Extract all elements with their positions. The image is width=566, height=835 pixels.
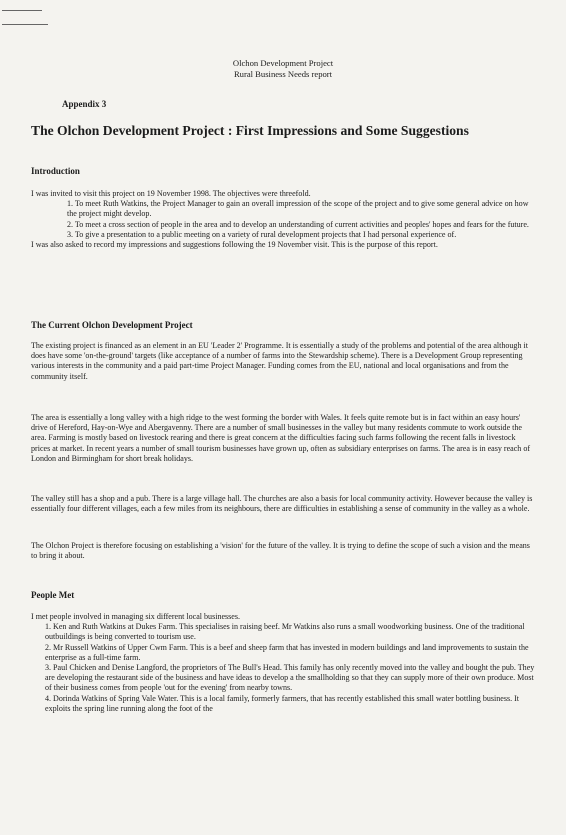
people-item-4: 4. Dorinda Watkins of Spring Vale Water. This is a local family, formerly farmers, that has recently established this small water bottling business. It exploits the spring line running along the foot of the [45, 693, 520, 713]
report-subtitle: Rural Business Needs report [233, 69, 333, 79]
people-intro: I met people involved in managing six different local businesses. [31, 612, 241, 621]
report-project-name: Olchon Development Project [232, 58, 334, 68]
people-met-heading: People Met [31, 590, 75, 600]
intro-paragraph: I was invited to visit this project on 19 November 1998. The objectives were threefold. [31, 189, 311, 198]
intro-objective-2: 2. To meet a cross section of people in the area and to develop an understanding of current activities and peoples' hopes and fears for the future. [67, 219, 529, 229]
people-met-body [31, 612, 536, 714]
scan-mark-second [2, 24, 48, 25]
introduction-heading: Introduction [31, 166, 80, 176]
current-project-p1: The existing project is financed as an element in an EU 'Leader 2' Programme. It is essentially a study of the problems and potential of the area although it does have some 'on-the-ground' targets (like acceptance of a number of farms into the Stewardship scheme). There is a Development Group representing various interests in the community and a paid part-time Project Manager. Funding comes from the EU, national and local organisations and from the community itself. [31, 341, 528, 381]
intro-closing: I was also asked to record my impressions and suggestions following the 19 November visit. This is the purpose of this report. [31, 240, 438, 250]
document-title: The Olchon Development Project : First Impressions and Some Suggestions [31, 123, 469, 138]
people-item-2: 2. Mr Russell Watkins of Upper Cwm Farm. This is a beef and sheep farm that has invested in modern buildings and land improvements to sustain the enterprise as a full-time farm. [45, 642, 529, 662]
current-project-p2: The area is essentially a long valley with a high ridge to the west forming the border with Wales. It feels quite remote but is in fact within an easy hours' drive of Hereford, Hay-on-Wye and Abergavenny. There are a number of small businesses in the valley but many residents commute to work outside the area. Farming is mostly based on livestock rearing and there is great concern at the difficulties facing such farms following the recent falls in livestock prices at market. In recent years a number of small tourism businesses have grown up, often as subsidiary enterprises on farms. The area is in easy reach of London and Birmingham for short break holidays. [31, 413, 531, 463]
people-item-3: 3. Paul Chicken and Denise Langford, the proprietors of The Bull's Head. This family has only recently moved into the valley and bought the pub. They are developing the restaurant side of the business and have ideas to develop a the smallholding so that they can supply more of their own produce. Most of their business comes from people 'out for the evening' from nearby towns. [45, 663, 535, 693]
scan-mark-top [2, 10, 42, 11]
intro-objective-1: 1. To meet Ruth Watkins, the Project Manager to gain an overall impression of the scope of the project and to give some general advice on how the project might develop. [67, 199, 529, 219]
appendix-label: Appendix 3 [62, 99, 107, 109]
intro-objective-3: 3. To give a presentation to a public meeting on a variety of rural development projects that I had personal experience of. [67, 229, 457, 239]
current-project-p3: The valley still has a shop and a pub. There is a large village hall. The churches are also a basis for local community activity. However because the valley is essentially four different villages, each a few miles from its neighbours, there are difficulties in establishing a sense of community in the valley as a whole. [31, 494, 533, 514]
people-item-1: 1. Ken and Ruth Watkins at Dukes Farm. This specialises in raising beef. Mr Watkins also runs a small woodworking business. One of the traditional outbuildings is being converted to tourism use. [45, 622, 525, 642]
introduction-body [31, 189, 536, 250]
current-project-heading: The Current Olchon Development Project [31, 320, 193, 330]
current-project-p4: The Olchon Project is therefore focusing on establishing a 'vision' for the future of the valley. It is trying to define the scope of such a vision and the means to bring it about. [31, 541, 530, 561]
